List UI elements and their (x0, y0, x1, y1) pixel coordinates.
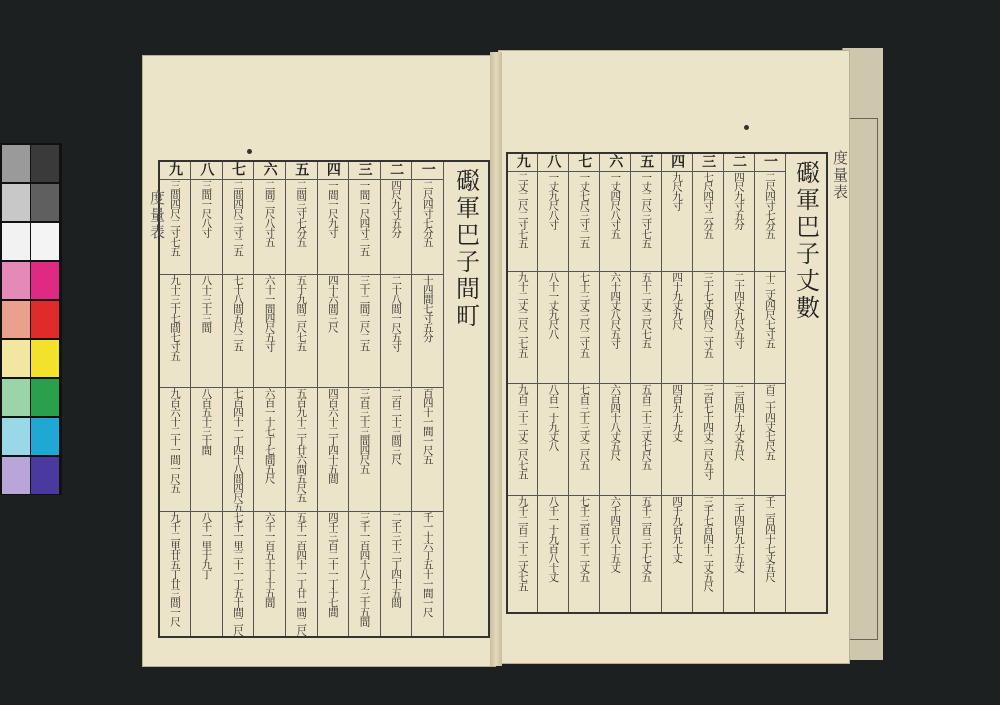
table-cell: 九千二百二十二丈七五 (516, 495, 529, 591)
table-cell: 九百六十二十一間一尺五 (169, 387, 182, 492)
title-cell (444, 161, 490, 637)
table-cell: 一丈二尺三寸七五 (640, 171, 653, 248)
row-number-cell (693, 153, 724, 171)
table-cell: 八千一十九百八十丈 (547, 495, 560, 581)
table-cell: 八百一十九丈八 (547, 383, 560, 450)
table-cell: 五千二百三十七丈五 (640, 495, 653, 581)
row-number-cell (317, 161, 349, 179)
table-cell: 三十二間二尺二五 (358, 274, 371, 351)
table-cell: 百四十一間一尺五 (421, 387, 434, 464)
row-number-cell (631, 153, 662, 171)
table-cell: 九尺九寸 (671, 171, 684, 210)
table-cell: 五千一百四十一丁廿一間二尺 (295, 512, 308, 636)
swatch (2, 262, 30, 299)
column-number: 八 (198, 162, 215, 176)
table-cell: 九十二丈二尺二七五 (516, 271, 529, 357)
swatch (31, 340, 59, 377)
swatch (31, 223, 59, 260)
swatch (31, 379, 59, 416)
table-cell: 五十九間二尺七五 (295, 274, 308, 351)
table-cell: 二間四尺三寸二五 (232, 179, 245, 256)
table-cell: 七千三百三十二丈五 (578, 495, 591, 581)
table-cell: 六千四百八十五丈 (609, 495, 622, 572)
column-number: 九 (514, 154, 531, 168)
table-cell: 一丈九尺八寸 (547, 171, 560, 229)
row-number-cell (569, 153, 600, 171)
table-cell: 二十四丈九尺五寸 (733, 271, 746, 348)
table-cell: 四十九丈九尺 (671, 271, 684, 329)
column-number: 九 (167, 162, 184, 176)
swatch (2, 145, 30, 182)
table-cell: 百二十四丈七尺五 (764, 383, 776, 460)
column-number: 一 (419, 162, 436, 176)
table-cell: 四千九百九十丈 (671, 495, 684, 562)
right-conversion-table (506, 152, 828, 614)
table-cell: 二丈二尺二寸七五 (516, 171, 529, 248)
binding-hole (744, 125, 749, 130)
table-cell: 三百三十三間四尺五 (358, 387, 371, 473)
row-number-cell (222, 161, 254, 179)
table-cell: 二百四十九丈五尺 (733, 383, 746, 460)
table-cell: 二間三寸七分五 (295, 179, 308, 246)
table-cell: 七千一里二十一丁五十間二尺 (232, 512, 245, 636)
table-cell: 四百六十二丁四十五間 (326, 387, 339, 483)
table-cell: 七十八間五尺二五 (232, 274, 245, 351)
column-number: 七 (576, 154, 593, 168)
table-cell: 七百四十一丁四十八間四尺五 (232, 387, 245, 511)
row-number-cell (380, 161, 412, 179)
table-cell: 六百四十八丈五尺 (609, 383, 622, 460)
column-number: 二 (388, 162, 405, 176)
table-title: 礟軍巴子丈數 (791, 160, 820, 322)
table-cell: 九百二十二丈二尺七五 (516, 383, 529, 479)
book-gutter (490, 52, 502, 666)
column-number: 四 (669, 154, 686, 168)
table-cell: 一間一尺四寸二五 (358, 179, 371, 256)
table-cell: 四尺九寸五分 (733, 171, 746, 229)
table-cell: 二尺四寸七分五 (764, 171, 776, 238)
table-cell: 二尺四寸七分五 (421, 179, 434, 246)
table-cell: 五百二十三丈七尺五 (640, 383, 653, 469)
column-number: 六 (607, 154, 624, 168)
column-number: 八 (545, 154, 562, 168)
row-number-cell (755, 153, 786, 171)
swatch (31, 184, 59, 221)
table-cell: 一丈四尺八寸五 (609, 171, 622, 238)
row-number-cell (600, 153, 631, 171)
table-cell: 七尺四寸二分五 (702, 171, 715, 238)
swatch (2, 457, 30, 494)
table-cell: 二千三十二丁四十五間 (390, 512, 403, 607)
table-cell: 九十三十七間七寸五 (169, 274, 182, 360)
swatch (2, 418, 30, 455)
table-cell: 七十三丈三尺二寸五 (578, 271, 591, 357)
swatch (31, 145, 59, 182)
table-cell: 三十七丈四尺二寸五 (702, 271, 715, 357)
left-conversion-table (158, 160, 490, 638)
table-cell: 八千一里十九丁 (200, 512, 213, 579)
table-cell: 八十三十三間 (200, 274, 213, 332)
table-cell: 八十一丈九尺八 (547, 271, 560, 338)
table-cell: 六十四丈八尺五寸 (609, 271, 622, 348)
table-cell: 六千一百五十丁十五間 (263, 512, 276, 607)
table-cell: 四千三百二十一丁十七間 (326, 512, 339, 617)
column-number: 六 (261, 162, 278, 176)
left-margin-label: 度量表 (148, 190, 166, 241)
row-number-cell (191, 161, 223, 179)
row-number-cell (285, 161, 317, 179)
table-cell: 二間二尺八寸五 (263, 179, 276, 246)
column-number: 四 (324, 162, 341, 176)
swatch (2, 223, 30, 260)
table-title: 礟軍巴子間町 (451, 168, 480, 330)
table-cell: 二百二十三間三尺 (390, 387, 403, 464)
swatch (2, 184, 30, 221)
table-cell: 六百一十七丁七間五尺 (263, 387, 276, 483)
table-cell: 二十八間一尺五寸 (390, 274, 403, 351)
color-checker (0, 143, 62, 495)
table-cell: 三百七十四丈二尺五寸 (702, 383, 715, 479)
row-number-cell (159, 161, 191, 179)
table-cell: 十二丈四尺七寸五 (764, 271, 776, 348)
column-number: 三 (356, 162, 373, 176)
table-cell: 四尺九寸五分 (390, 179, 403, 237)
swatch (2, 301, 30, 338)
swatch (31, 457, 59, 494)
column-number: 一 (762, 154, 778, 168)
column-number: 二 (731, 154, 748, 168)
table-cell: 四十六間三尺 (326, 274, 339, 332)
right-margin-label: 度量表 (831, 150, 849, 201)
table-cell: 三千七百四十二丈五尺 (702, 495, 715, 591)
row-number-cell (538, 153, 569, 171)
table-cell: 十四間七寸五分 (421, 274, 434, 341)
swatch (31, 301, 59, 338)
title-cell (786, 153, 828, 613)
table-cell: 五百九十二丁廿六間五尺五 (295, 387, 308, 502)
table-cell: 八百五十三十間 (200, 387, 213, 454)
table-cell: 一間一尺九寸 (326, 179, 339, 237)
table-cell: 千二百四十七丈五尺 (764, 495, 776, 581)
table-cell: 二千四百九十五丈 (733, 495, 746, 572)
column-number: 五 (638, 154, 655, 168)
table-cell: 一丈七尺三寸二五 (578, 171, 591, 248)
row-number-cell (507, 153, 538, 171)
row-number-cell (662, 153, 693, 171)
swatch (2, 340, 30, 377)
table-cell: 三千一百四十八丁三十五間 (358, 512, 371, 626)
column-number: 七 (230, 162, 247, 176)
column-number: 五 (293, 162, 310, 176)
row-number-cell (724, 153, 755, 171)
table-cell: 九千二里廿五丁廿三間一尺 (169, 512, 182, 626)
table-cell: 四百九十九丈 (671, 383, 684, 441)
table-cell: 七百三十三丈二尺五 (578, 383, 591, 469)
table-cell: 三間四尺二寸七五 (169, 179, 182, 256)
row-number-cell (412, 161, 444, 179)
row-number-cell (254, 161, 286, 179)
table-cell: 三間一尺八寸 (200, 179, 213, 237)
table-cell: 五十二丈三尺七五 (640, 271, 653, 348)
table-cell: 六十一間四尺五寸 (263, 274, 276, 351)
table-cell: 千一十六丁五十一間一尺 (421, 512, 434, 617)
column-number: 三 (700, 154, 717, 168)
binding-hole (247, 149, 252, 154)
swatch (2, 379, 30, 416)
swatch (31, 418, 59, 455)
row-number-cell (349, 161, 381, 179)
swatch (31, 262, 59, 299)
